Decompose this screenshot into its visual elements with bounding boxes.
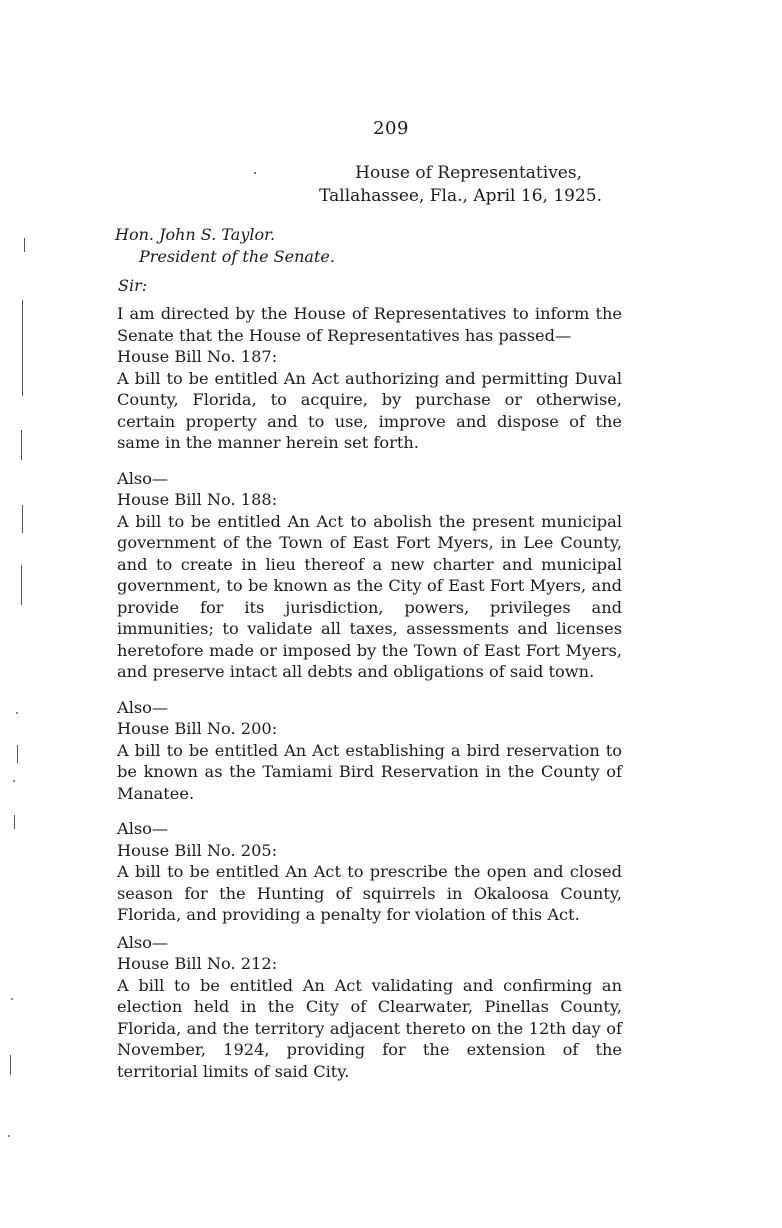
letter-heading xyxy=(300,162,602,208)
heading-line-1: House of Representatives, xyxy=(355,163,582,183)
bill-label: House Bill No. 188: xyxy=(117,490,278,509)
bill-text: A bill to be entitled An Act to abolish the present municipal government of the Town of East Fort Myers, in Lee County, and to create in lieu thereof a new charter and municipal government, to be known as the City of East Fort Myers, and provide for its jurisdiction, powers, privileges and immunities; to validate all taxes, assessments and licenses heretofore made or imposed by the Town of East Fort Myers, and preserve intact all debts and obligations of said town. xyxy=(117,511,622,681)
also-label: Also— xyxy=(117,697,169,717)
scan-speck xyxy=(11,998,13,1000)
scan-margin-mark xyxy=(22,300,23,396)
page-number: 209 xyxy=(373,118,409,139)
heading-line-2: Tallahassee, Fla., April 16, 1925. xyxy=(319,186,602,206)
bill-label: House Bill No. 205: xyxy=(117,840,278,860)
also-label: Also— xyxy=(117,468,169,488)
bill-text: A bill to be entitled An Act establishing a bird reservation to be known as the Tamiami Bird Reservation in the County of Manatee. xyxy=(117,740,622,803)
addressee-title: President of the Senate. xyxy=(139,247,335,266)
bill-label: House Bill No. 212: xyxy=(117,954,278,973)
salutation: Sir: xyxy=(118,276,148,295)
scan-margin-mark xyxy=(10,1055,11,1075)
bill-text: A bill to be entitled An Act validating and confirming an election held in the City of Clearwater, Pinellas County, Florida, and the territory adjacent thereto on the 12th day of November, 1924, providing for the extension of the territorial limits of said City. xyxy=(117,975,622,1081)
scan-speck xyxy=(13,780,15,782)
scan-margin-mark xyxy=(21,565,22,605)
scan-margin-mark xyxy=(22,505,23,533)
bill-text: A bill to be entitled An Act to prescribe the open and closed season for the Hunting of squirrels in Okaloosa County, Florida, and providing a penalty for violation of this Act. xyxy=(117,862,622,924)
intro-paragraph: I am directed by the House of Representatives to inform the Senate that the House of Representatives has passed— xyxy=(117,304,622,345)
scan-margin-mark xyxy=(21,430,22,460)
addressee xyxy=(115,224,335,268)
scan-margin-mark xyxy=(14,815,15,829)
scan-speck xyxy=(8,1135,10,1137)
scan-margin-mark xyxy=(17,745,18,763)
scan-speck xyxy=(16,712,18,714)
scan-margin-mark xyxy=(24,238,25,252)
addressee-name: Hon. John S. Taylor. xyxy=(115,225,276,244)
also-label: Also— xyxy=(117,932,169,952)
bill-label: House Bill No. 187: xyxy=(117,347,278,366)
bill-text: A bill to be entitled An Act authorizing and permitting Duval County, Florida, to acquire, by purchase or otherwise, certain property and to use, improve and dispose of the same in the manner herein set forth. xyxy=(117,368,622,452)
scan-speck xyxy=(254,172,256,174)
letter-body xyxy=(117,303,622,1082)
also-label: Also— xyxy=(117,819,169,838)
bill-label: House Bill No. 200: xyxy=(117,719,278,738)
